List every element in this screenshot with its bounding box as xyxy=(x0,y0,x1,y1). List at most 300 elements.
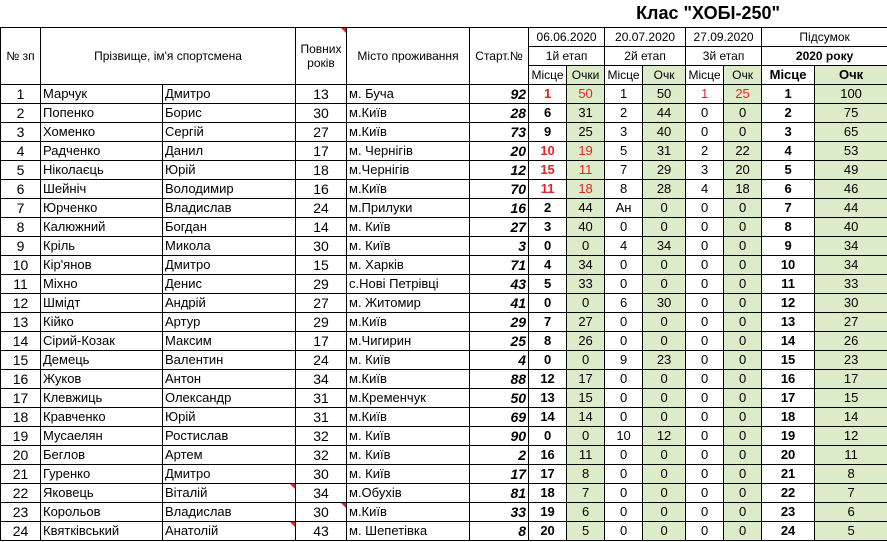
given-name-cell[interactable]: Сергій xyxy=(163,122,296,141)
age-cell[interactable]: 29 xyxy=(296,274,347,293)
stage1-points-cell[interactable]: 0 xyxy=(567,350,605,369)
age-cell[interactable]: 15 xyxy=(296,255,347,274)
row-num[interactable]: 20 xyxy=(1,445,41,464)
age-cell[interactable]: 32 xyxy=(296,445,347,464)
stage1-place-cell[interactable]: 20 xyxy=(529,521,567,540)
stage3-place-cell[interactable]: 0 xyxy=(686,198,724,217)
stage2-points-cell[interactable]: 0 xyxy=(643,407,686,426)
total-points-cell[interactable]: 46 xyxy=(815,179,887,198)
stage3-place-cell[interactable]: 0 xyxy=(686,407,724,426)
stage2-points-cell[interactable]: 0 xyxy=(643,521,686,540)
total-place-cell[interactable]: 12 xyxy=(762,293,815,312)
city-cell[interactable]: м.Обухів xyxy=(347,483,470,502)
given-name-cell[interactable]: Володимир xyxy=(163,179,296,198)
given-name-cell[interactable]: Данил xyxy=(163,141,296,160)
stage1-place-cell[interactable]: 8 xyxy=(529,331,567,350)
stage3-place-cell[interactable]: 0 xyxy=(686,483,724,502)
age-cell[interactable]: 13 xyxy=(296,84,347,103)
stage3-points-cell[interactable]: 0 xyxy=(724,369,762,388)
stage2-points-cell[interactable]: 0 xyxy=(643,445,686,464)
row-num[interactable]: 5 xyxy=(1,160,41,179)
stage2-place-cell[interactable]: 3 xyxy=(605,122,643,141)
city-cell[interactable]: м.Київ xyxy=(347,179,470,198)
stage3-points-cell[interactable]: 0 xyxy=(724,521,762,540)
stage3-place-cell[interactable]: 0 xyxy=(686,331,724,350)
total-place-cell[interactable]: 9 xyxy=(762,236,815,255)
stage1-place-cell[interactable]: 0 xyxy=(529,236,567,255)
start-number-cell[interactable]: 90 xyxy=(470,426,529,445)
city-cell[interactable]: м.Київ xyxy=(347,369,470,388)
surname-cell[interactable]: Марчук xyxy=(41,84,163,103)
total-points-cell[interactable]: 7 xyxy=(815,483,887,502)
row-num[interactable]: 18 xyxy=(1,407,41,426)
age-cell[interactable]: 29 xyxy=(296,312,347,331)
stage2-points-cell[interactable]: 44 xyxy=(643,103,686,122)
age-cell[interactable]: 24 xyxy=(296,350,347,369)
start-number-cell[interactable]: 92 xyxy=(470,84,529,103)
surname-cell[interactable]: Беглов xyxy=(41,445,163,464)
stage1-place-cell[interactable]: 7 xyxy=(529,312,567,331)
start-number-cell[interactable]: 41 xyxy=(470,293,529,312)
total-points-cell[interactable]: 75 xyxy=(815,103,887,122)
given-name-cell[interactable]: Андрій xyxy=(163,293,296,312)
stage3-points-cell[interactable]: 0 xyxy=(724,426,762,445)
header-num[interactable]: № зп xyxy=(1,27,41,84)
city-cell[interactable]: м. Київ xyxy=(347,464,470,483)
stage1-points-cell[interactable]: 25 xyxy=(567,122,605,141)
start-number-cell[interactable]: 20 xyxy=(470,141,529,160)
stage3-points-cell[interactable]: 0 xyxy=(724,502,762,521)
stage1-place-cell[interactable]: 5 xyxy=(529,274,567,293)
stage3-place-cell[interactable]: 0 xyxy=(686,274,724,293)
stage2-place-cell[interactable]: 0 xyxy=(605,483,643,502)
age-cell[interactable]: 14 xyxy=(296,217,347,236)
stage1-place-cell[interactable]: 0 xyxy=(529,426,567,445)
start-number-cell[interactable]: 12 xyxy=(470,160,529,179)
stage3-place-cell[interactable]: 0 xyxy=(686,464,724,483)
stage3-points-cell[interactable]: 25 xyxy=(724,84,762,103)
age-cell[interactable]: 27 xyxy=(296,293,347,312)
age-cell[interactable]: 30 xyxy=(296,464,347,483)
stage1-place-cell[interactable]: 11 xyxy=(529,179,567,198)
stage3-points-cell[interactable]: 0 xyxy=(724,331,762,350)
stage2-points-cell[interactable]: 0 xyxy=(643,388,686,407)
city-cell[interactable]: м. Київ xyxy=(347,445,470,464)
city-cell[interactable]: м.Київ xyxy=(347,407,470,426)
city-cell[interactable]: м.Кременчук xyxy=(347,388,470,407)
given-name-cell[interactable]: Дмитро xyxy=(163,84,296,103)
stage1-points-cell[interactable]: 19 xyxy=(567,141,605,160)
stage2-points-cell[interactable]: 0 xyxy=(643,255,686,274)
header-stage2-points[interactable]: Очк xyxy=(643,65,686,84)
total-place-cell[interactable]: 24 xyxy=(762,521,815,540)
header-stage1-place[interactable]: Місце xyxy=(529,65,567,84)
row-num[interactable]: 15 xyxy=(1,350,41,369)
city-cell[interactable]: м. Чернігів xyxy=(347,141,470,160)
stage2-points-cell[interactable]: 0 xyxy=(643,483,686,502)
row-num[interactable]: 4 xyxy=(1,141,41,160)
stage1-place-cell[interactable]: 3 xyxy=(529,217,567,236)
start-number-cell[interactable]: 4 xyxy=(470,350,529,369)
stage3-place-cell[interactable]: 0 xyxy=(686,369,724,388)
stage2-points-cell[interactable]: 30 xyxy=(643,293,686,312)
total-points-cell[interactable]: 6 xyxy=(815,502,887,521)
stage2-points-cell[interactable]: 0 xyxy=(643,464,686,483)
total-place-cell[interactable]: 22 xyxy=(762,483,815,502)
stage3-points-cell[interactable]: 22 xyxy=(724,141,762,160)
stage2-place-cell[interactable]: 9 xyxy=(605,350,643,369)
stage1-place-cell[interactable]: 13 xyxy=(529,388,567,407)
given-name-cell[interactable]: Максим xyxy=(163,331,296,350)
header-stage2[interactable]: 2й етап xyxy=(605,46,686,65)
city-cell[interactable]: м.Чигирин xyxy=(347,331,470,350)
stage2-place-cell[interactable]: 4 xyxy=(605,236,643,255)
stage1-points-cell[interactable]: 44 xyxy=(567,198,605,217)
surname-cell[interactable]: Кріль xyxy=(41,236,163,255)
stage1-points-cell[interactable]: 0 xyxy=(567,426,605,445)
start-number-cell[interactable]: 27 xyxy=(470,217,529,236)
stage2-place-cell[interactable]: 0 xyxy=(605,369,643,388)
total-place-cell[interactable]: 2 xyxy=(762,103,815,122)
total-points-cell[interactable]: 14 xyxy=(815,407,887,426)
row-num[interactable]: 19 xyxy=(1,426,41,445)
surname-cell[interactable]: Кійко xyxy=(41,312,163,331)
total-points-cell[interactable]: 5 xyxy=(815,521,887,540)
city-cell[interactable]: м. Київ xyxy=(347,217,470,236)
total-points-cell[interactable]: 11 xyxy=(815,445,887,464)
age-cell[interactable]: 32 xyxy=(296,426,347,445)
stage2-points-cell[interactable]: 0 xyxy=(643,217,686,236)
stage3-points-cell[interactable]: 20 xyxy=(724,160,762,179)
given-name-cell[interactable]: Владислав xyxy=(163,502,296,521)
age-cell[interactable]: 24 xyxy=(296,198,347,217)
given-name-cell[interactable]: Анатолій xyxy=(163,521,296,540)
stage3-points-cell[interactable]: 0 xyxy=(724,483,762,502)
start-number-cell[interactable]: 17 xyxy=(470,464,529,483)
stage2-points-cell[interactable]: 0 xyxy=(643,198,686,217)
header-summary[interactable]: Підсумок xyxy=(762,27,887,46)
stage3-place-cell[interactable]: 0 xyxy=(686,293,724,312)
header-stage3[interactable]: 3й етап xyxy=(686,46,762,65)
header-age[interactable] xyxy=(296,27,347,84)
start-number-cell[interactable]: 8 xyxy=(470,521,529,540)
stage1-points-cell[interactable]: 26 xyxy=(567,331,605,350)
stage3-points-cell[interactable]: 0 xyxy=(724,312,762,331)
stage3-place-cell[interactable]: 3 xyxy=(686,160,724,179)
stage3-place-cell[interactable]: 4 xyxy=(686,179,724,198)
city-cell[interactable]: м.Чернігів xyxy=(347,160,470,179)
city-cell[interactable]: м. Київ xyxy=(347,350,470,369)
total-points-cell[interactable]: 30 xyxy=(815,293,887,312)
stage3-points-cell[interactable]: 0 xyxy=(724,407,762,426)
city-cell[interactable]: м.Прилуки xyxy=(347,198,470,217)
stage2-points-cell[interactable]: 0 xyxy=(643,331,686,350)
stage1-points-cell[interactable]: 14 xyxy=(567,407,605,426)
row-num[interactable]: 23 xyxy=(1,502,41,521)
stage2-place-cell[interactable]: 0 xyxy=(605,464,643,483)
stage2-place-cell[interactable]: 0 xyxy=(605,445,643,464)
given-name-cell[interactable]: Артур xyxy=(163,312,296,331)
age-cell[interactable]: 17 xyxy=(296,141,347,160)
stage1-points-cell[interactable]: 31 xyxy=(567,103,605,122)
stage2-place-cell[interactable]: 7 xyxy=(605,160,643,179)
stage3-place-cell[interactable]: 0 xyxy=(686,502,724,521)
stage2-points-cell[interactable]: 0 xyxy=(643,312,686,331)
row-num[interactable]: 3 xyxy=(1,122,41,141)
city-cell[interactable]: с.Нові Петрівці xyxy=(347,274,470,293)
stage1-points-cell[interactable]: 27 xyxy=(567,312,605,331)
start-number-cell[interactable]: 33 xyxy=(470,502,529,521)
given-name-cell[interactable]: Юрій xyxy=(163,407,296,426)
stage1-place-cell[interactable]: 14 xyxy=(529,407,567,426)
header-stage3-place[interactable]: Місце xyxy=(686,65,724,84)
given-name-cell[interactable]: Борис xyxy=(163,103,296,122)
age-cell[interactable]: 17 xyxy=(296,331,347,350)
start-number-cell[interactable]: 73 xyxy=(470,122,529,141)
header-summary-year[interactable]: 2020 року xyxy=(762,46,887,65)
stage1-place-cell[interactable]: 18 xyxy=(529,483,567,502)
city-cell[interactable]: м.Київ xyxy=(347,103,470,122)
total-place-cell[interactable]: 10 xyxy=(762,255,815,274)
total-place-cell[interactable]: 16 xyxy=(762,369,815,388)
stage2-points-cell[interactable]: 0 xyxy=(643,274,686,293)
total-points-cell[interactable]: 34 xyxy=(815,255,887,274)
row-num[interactable]: 1 xyxy=(1,84,41,103)
start-number-cell[interactable]: 25 xyxy=(470,331,529,350)
surname-cell[interactable]: Попенко xyxy=(41,103,163,122)
stage3-place-cell[interactable]: 0 xyxy=(686,255,724,274)
city-cell[interactable]: м. Житомир xyxy=(347,293,470,312)
age-cell[interactable]: 31 xyxy=(296,388,347,407)
surname-cell[interactable]: Сірий-Козак xyxy=(41,331,163,350)
row-num[interactable]: 7 xyxy=(1,198,41,217)
stage1-place-cell[interactable]: 16 xyxy=(529,445,567,464)
stage1-place-cell[interactable]: 17 xyxy=(529,464,567,483)
header-stage1[interactable]: 1й етап xyxy=(529,46,605,65)
header-name[interactable]: Прізвище, ім'я спортсмена xyxy=(41,27,296,84)
total-points-cell[interactable]: 44 xyxy=(815,198,887,217)
surname-cell[interactable]: Хоменко xyxy=(41,122,163,141)
stage2-place-cell[interactable]: 0 xyxy=(605,217,643,236)
stage2-points-cell[interactable]: 31 xyxy=(643,141,686,160)
total-points-cell[interactable]: 33 xyxy=(815,274,887,293)
given-name-cell[interactable]: Артем xyxy=(163,445,296,464)
surname-cell[interactable]: Юрченко xyxy=(41,198,163,217)
start-number-cell[interactable]: 2 xyxy=(470,445,529,464)
total-points-cell[interactable]: 65 xyxy=(815,122,887,141)
row-num[interactable]: 13 xyxy=(1,312,41,331)
row-num[interactable]: 11 xyxy=(1,274,41,293)
total-points-cell[interactable]: 23 xyxy=(815,350,887,369)
stage3-place-cell[interactable]: 0 xyxy=(686,217,724,236)
stage3-points-cell[interactable]: 0 xyxy=(724,103,762,122)
city-cell[interactable]: м. Харків xyxy=(347,255,470,274)
total-place-cell[interactable]: 21 xyxy=(762,464,815,483)
stage3-place-cell[interactable]: 0 xyxy=(686,388,724,407)
header-city[interactable]: Місто проживання xyxy=(347,27,470,84)
total-points-cell[interactable]: 15 xyxy=(815,388,887,407)
stage1-points-cell[interactable]: 40 xyxy=(567,217,605,236)
total-points-cell[interactable]: 40 xyxy=(815,217,887,236)
age-cell[interactable]: 16 xyxy=(296,179,347,198)
start-number-cell[interactable]: 69 xyxy=(470,407,529,426)
stage2-points-cell[interactable]: 12 xyxy=(643,426,686,445)
row-num[interactable]: 6 xyxy=(1,179,41,198)
age-cell[interactable]: 18 xyxy=(296,160,347,179)
stage3-points-cell[interactable]: 18 xyxy=(724,179,762,198)
stage3-place-cell[interactable]: 0 xyxy=(686,236,724,255)
row-num[interactable]: 9 xyxy=(1,236,41,255)
stage2-place-cell[interactable]: 6 xyxy=(605,293,643,312)
stage2-points-cell[interactable]: 29 xyxy=(643,160,686,179)
stage1-points-cell[interactable]: 50 xyxy=(567,84,605,103)
stage2-points-cell[interactable]: 50 xyxy=(643,84,686,103)
surname-cell[interactable]: Кравченко xyxy=(41,407,163,426)
stage1-points-cell[interactable]: 33 xyxy=(567,274,605,293)
start-number-cell[interactable]: 28 xyxy=(470,103,529,122)
stage2-place-cell[interactable]: 0 xyxy=(605,502,643,521)
surname-cell[interactable]: Яковець xyxy=(41,483,163,502)
stage3-points-cell[interactable]: 0 xyxy=(724,464,762,483)
stage2-place-cell[interactable]: 5 xyxy=(605,141,643,160)
stage2-place-cell[interactable]: 8 xyxy=(605,179,643,198)
start-number-cell[interactable]: 81 xyxy=(470,483,529,502)
stage2-points-cell[interactable]: 28 xyxy=(643,179,686,198)
given-name-cell[interactable]: Антон xyxy=(163,369,296,388)
stage2-place-cell[interactable]: 10 xyxy=(605,426,643,445)
surname-cell[interactable]: Демець xyxy=(41,350,163,369)
stage2-points-cell[interactable]: 0 xyxy=(643,369,686,388)
age-cell[interactable]: 30 xyxy=(296,103,347,122)
age-cell[interactable]: 43 xyxy=(296,521,347,540)
total-points-cell[interactable]: 12 xyxy=(815,426,887,445)
header-stage3-date[interactable]: 27.09.2020 xyxy=(686,27,762,46)
surname-cell[interactable]: Мусаелян xyxy=(41,426,163,445)
total-place-cell[interactable]: 15 xyxy=(762,350,815,369)
stage1-points-cell[interactable]: 18 xyxy=(567,179,605,198)
stage3-place-cell[interactable]: 0 xyxy=(686,445,724,464)
stage2-place-cell[interactable]: 0 xyxy=(605,255,643,274)
stage2-place-cell[interactable]: 2 xyxy=(605,103,643,122)
total-points-cell[interactable]: 49 xyxy=(815,160,887,179)
city-cell[interactable]: м. Шепетівка xyxy=(347,521,470,540)
row-num[interactable]: 14 xyxy=(1,331,41,350)
stage1-place-cell[interactable]: 9 xyxy=(529,122,567,141)
row-num[interactable]: 12 xyxy=(1,293,41,312)
stage1-points-cell[interactable]: 17 xyxy=(567,369,605,388)
stage1-place-cell[interactable]: 12 xyxy=(529,369,567,388)
stage1-points-cell[interactable]: 8 xyxy=(567,464,605,483)
total-place-cell[interactable]: 8 xyxy=(762,217,815,236)
stage2-place-cell[interactable]: 0 xyxy=(605,312,643,331)
age-cell[interactable]: 34 xyxy=(296,483,347,502)
surname-cell[interactable]: Гуренко xyxy=(41,464,163,483)
city-cell[interactable]: м.Київ xyxy=(347,122,470,141)
stage1-points-cell[interactable]: 5 xyxy=(567,521,605,540)
header-start[interactable]: Старт.№ xyxy=(470,27,529,84)
row-num[interactable]: 2 xyxy=(1,103,41,122)
given-name-cell[interactable]: Владислав xyxy=(163,198,296,217)
stage3-points-cell[interactable]: 0 xyxy=(724,236,762,255)
total-place-cell[interactable]: 11 xyxy=(762,274,815,293)
given-name-cell[interactable]: Ростислав xyxy=(163,426,296,445)
given-name-cell[interactable]: Богдан xyxy=(163,217,296,236)
age-cell[interactable]: 30 xyxy=(296,502,347,521)
stage1-points-cell[interactable]: 6 xyxy=(567,502,605,521)
given-name-cell[interactable]: Валентин xyxy=(163,350,296,369)
given-name-cell[interactable]: Юрій xyxy=(163,160,296,179)
surname-cell[interactable]: Кір'янов xyxy=(41,255,163,274)
stage3-place-cell[interactable]: 0 xyxy=(686,350,724,369)
total-place-cell[interactable]: 7 xyxy=(762,198,815,217)
surname-cell[interactable]: Радченко xyxy=(41,141,163,160)
stage3-points-cell[interactable]: 0 xyxy=(724,198,762,217)
given-name-cell[interactable]: Микола xyxy=(163,236,296,255)
surname-cell[interactable]: Калюжний xyxy=(41,217,163,236)
header-total-place[interactable]: Місце xyxy=(762,65,815,84)
start-number-cell[interactable]: 71 xyxy=(470,255,529,274)
start-number-cell[interactable]: 29 xyxy=(470,312,529,331)
stage3-points-cell[interactable]: 0 xyxy=(724,255,762,274)
header-stage3-points[interactable]: Очк xyxy=(724,65,762,84)
surname-cell[interactable]: Жуков xyxy=(41,369,163,388)
stage3-points-cell[interactable]: 0 xyxy=(724,122,762,141)
header-stage2-date[interactable]: 20.07.2020 xyxy=(605,27,686,46)
total-place-cell[interactable]: 3 xyxy=(762,122,815,141)
stage1-place-cell[interactable]: 15 xyxy=(529,160,567,179)
total-points-cell[interactable]: 17 xyxy=(815,369,887,388)
row-num[interactable]: 10 xyxy=(1,255,41,274)
total-points-cell[interactable]: 34 xyxy=(815,236,887,255)
start-number-cell[interactable]: 3 xyxy=(470,236,529,255)
given-name-cell[interactable]: Дмитро xyxy=(163,464,296,483)
total-place-cell[interactable]: 5 xyxy=(762,160,815,179)
stage3-points-cell[interactable]: 0 xyxy=(724,293,762,312)
row-num[interactable]: 22 xyxy=(1,483,41,502)
total-points-cell[interactable]: 100 xyxy=(815,84,887,103)
city-cell[interactable]: м.Київ xyxy=(347,502,470,521)
stage3-place-cell[interactable]: 0 xyxy=(686,103,724,122)
stage1-points-cell[interactable]: 0 xyxy=(567,293,605,312)
row-num[interactable]: 24 xyxy=(1,521,41,540)
stage1-points-cell[interactable]: 15 xyxy=(567,388,605,407)
age-cell[interactable]: 27 xyxy=(296,122,347,141)
stage1-points-cell[interactable]: 0 xyxy=(567,236,605,255)
stage1-place-cell[interactable]: 10 xyxy=(529,141,567,160)
stage1-points-cell[interactable]: 7 xyxy=(567,483,605,502)
start-number-cell[interactable]: 88 xyxy=(470,369,529,388)
row-num[interactable]: 17 xyxy=(1,388,41,407)
header-stage1-date[interactable]: 06.06.2020 xyxy=(529,27,605,46)
total-points-cell[interactable]: 26 xyxy=(815,331,887,350)
total-place-cell[interactable]: 1 xyxy=(762,84,815,103)
stage3-place-cell[interactable]: 0 xyxy=(686,312,724,331)
stage2-points-cell[interactable]: 23 xyxy=(643,350,686,369)
stage1-place-cell[interactable]: 2 xyxy=(529,198,567,217)
stage3-place-cell[interactable]: 0 xyxy=(686,122,724,141)
surname-cell[interactable]: Клевжиць xyxy=(41,388,163,407)
surname-cell[interactable]: Міхно xyxy=(41,274,163,293)
stage3-place-cell[interactable]: 0 xyxy=(686,521,724,540)
total-place-cell[interactable]: 19 xyxy=(762,426,815,445)
total-place-cell[interactable]: 18 xyxy=(762,407,815,426)
stage2-place-cell[interactable]: 1 xyxy=(605,84,643,103)
total-points-cell[interactable]: 53 xyxy=(815,141,887,160)
total-place-cell[interactable]: 13 xyxy=(762,312,815,331)
stage2-points-cell[interactable]: 0 xyxy=(643,502,686,521)
total-place-cell[interactable]: 4 xyxy=(762,141,815,160)
stage3-points-cell[interactable]: 0 xyxy=(724,350,762,369)
